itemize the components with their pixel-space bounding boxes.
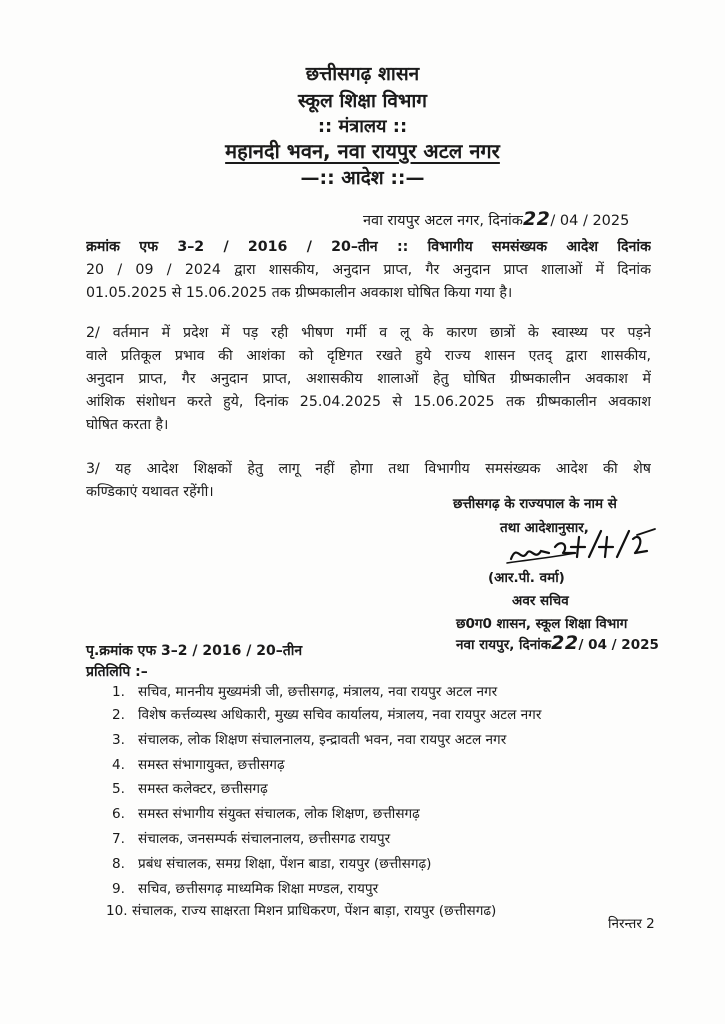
endorsement-number: पृ.क्रमांक एफ 3–2 / 2016 / 20–तीन <box>86 643 303 659</box>
dateline <box>363 209 629 231</box>
para2-line-2: वाले प्रतिकूल प्रभाव की आशंका को दृष्टिगत रखते हुये राज्य शासन एतद् द्वारा शासकीय, <box>86 348 651 364</box>
dateline-rest: / 04 / 2025 <box>550 213 630 229</box>
list-item <box>112 780 268 798</box>
list-item <box>112 805 420 823</box>
ministry-label: :: मंत्रालय :: <box>317 116 408 137</box>
signatory-department: छ0ग0 शासन, स्कूल शिक्षा विभाग <box>456 616 628 632</box>
list-item-text: समस्त संभागायुक्त, छत्तीसगढ़ <box>138 757 285 773</box>
list-item-text: समस्त कलेक्टर, छत्तीसगढ़ <box>138 781 268 797</box>
list-item <box>106 902 496 920</box>
order-line-1: क्रमांक एफ 3–2 / 2016 / 20–तीन :: विभागीय समसंख्यक आदेश दिनांक <box>86 239 651 255</box>
para3-line-2: कण्डिकाएं यथावत रहेंगी। <box>86 484 214 500</box>
list-item <box>112 830 390 848</box>
list-item <box>112 731 506 749</box>
list-item-text: सचिव, छत्तीसगढ़ माध्यमिक शिक्षा मण्डल, रायपुर <box>138 881 379 897</box>
dateline-day: 22 <box>522 208 551 230</box>
list-item-number: 10. <box>106 903 128 919</box>
para3-line-1: 3/ यह आदेश शिक्षकों हेतु लागू नहीं होगा तथा विभागीय समसंख्यक आदेश की शेष <box>86 461 651 477</box>
list-item <box>112 706 541 724</box>
list-item-text: संचालक, जनसम्पर्क संचालनालय, छत्तीसगढ रायपुर <box>138 831 391 847</box>
list-item-number: 7. <box>112 831 125 847</box>
list-item-number: 5. <box>112 781 125 797</box>
list-item <box>112 855 431 873</box>
list-item-text: संचालक, राज्य साक्षरता मिशन प्राधिकरण, पेंशन बाड़ा, रायपुर (छत्तीसगढ) <box>132 903 497 919</box>
list-item-number: 8. <box>112 856 125 872</box>
signature-date-place: नवा रायपुर, दिनांक <box>456 637 552 653</box>
signature-authority: छत्तीसगढ़ के राज्यपाल के नाम से <box>453 496 617 512</box>
list-item-number: 2. <box>112 707 125 723</box>
continued-label: निरन्तर 2 <box>608 916 655 932</box>
signature-date-rest: / 04 / 2025 <box>578 637 659 653</box>
order-heading: —:: आदेश ::— <box>300 167 425 189</box>
list-item-number: 6. <box>112 806 125 822</box>
govt-title: छत्तीसगढ़ शासन <box>305 63 420 85</box>
list-item <box>112 756 285 774</box>
copy-label: प्रतिलिपि :– <box>86 664 148 680</box>
para2-line-1: 2/ वर्तमान में प्रदेश में पड़ रही भीषण गर्मी व लू के कारण छात्रों के स्वास्थ्य पर पड़ने <box>86 325 651 341</box>
signature-date-day: 22 <box>551 632 579 654</box>
list-item-text: समस्त संभागीय संयुक्त संचालक, लोक शिक्षण, छत्तीसगढ़ <box>138 806 420 822</box>
para2-line-3: अनुदान प्राप्त, गैर अनुदान प्राप्त, अशासकीय शालाओं हेतु घोषित ग्रीष्मकालीन अवकाश में <box>86 371 651 387</box>
signature-date <box>456 633 659 655</box>
list-item-number: 3. <box>112 732 125 748</box>
list-item <box>112 880 378 898</box>
list-item-number: 1. <box>112 684 125 700</box>
list-item-text: विशेष कर्त्तव्यस्थ अधिकारी, मुख्य सचिव कार्यालय, मंत्रालय, नवा रायपुर अटल नगर <box>138 707 542 723</box>
signatory-name: (आर.पी. वर्मा) <box>488 570 565 586</box>
signature-order-text: तथा आदेशानुसार, <box>500 520 589 536</box>
list-item-number: 4. <box>112 757 125 773</box>
dateline-place: नवा रायपुर अटल नगर, दिनांक <box>363 213 523 229</box>
department-title: स्कूल शिक्षा विभाग <box>298 90 427 112</box>
para2-line-5: घोषित करता है। <box>86 417 169 433</box>
list-item-text: सचिव, माननीय मुख्यमंत्री जी, छत्तीसगढ़, मंत्रालय, नवा रायपुर अटल नगर <box>138 684 498 700</box>
list-item-text: प्रबंध संचालक, समग्र शिक्षा, पेंशन बाडा, रायपुर (छत्तीसगढ़) <box>138 856 432 872</box>
list-item <box>112 683 497 701</box>
list-item-number: 9. <box>112 881 125 897</box>
order-line-3: 01.05.2025 से 15.06.2025 तक ग्रीष्मकालीन अवकाश घोषित किया गया है। <box>86 285 513 301</box>
signatory-designation: अवर सचिव <box>512 593 569 609</box>
order-line-2: 20 / 09 / 2024 द्वारा शासकीय, अनुदान प्राप्त, गैर अनुदान प्राप्त शालाओं में दिनांक <box>86 262 651 278</box>
office-address: महानदी भवन, नवा रायपुर अटल नगर <box>225 139 500 163</box>
para2-line-4: आंशिक संशोधन करते हुये, दिनांक 25.04.2025 से 15.06.2025 तक ग्रीष्मकालीन अवकाश <box>86 394 651 410</box>
list-item-text: संचालक, लोक शिक्षण संचालनालय, इन्द्रावती भवन, नवा रायपुर अटल नगर <box>138 732 507 748</box>
